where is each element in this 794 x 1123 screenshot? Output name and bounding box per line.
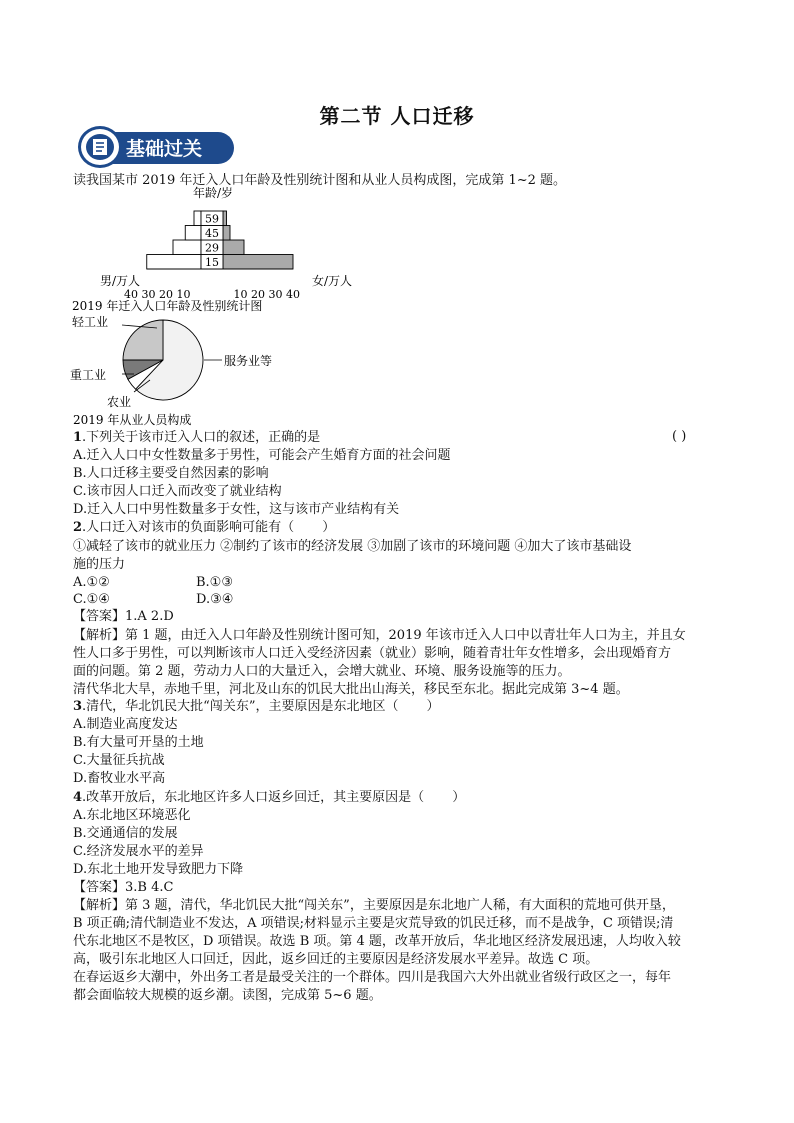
explanation-2-line-1: 【解析】第 3 题，清代，华北饥民大批“闯关东”，主要原因是东北地广人稀，有大面积的荒地可供开垦，	[73, 898, 675, 913]
pyramid-bar-male-15	[147, 255, 201, 270]
pyramid-female-tick: 30	[268, 288, 283, 301]
q2-option-b: B.①③	[196, 575, 233, 590]
pyramid-male-tick: 10	[176, 288, 191, 301]
pyramid-age-label: 15	[205, 256, 219, 269]
q1-option-b: B.人口迁移主要受自然因素的影响	[73, 466, 269, 481]
pyramid-bar-male-45	[185, 226, 201, 241]
q1-option-c: C.该市因人口迁入而改变了就业结构	[73, 484, 282, 499]
employment-pie-chart	[70, 308, 330, 426]
pyramid-caption: 2019 年迁入人口年龄及性别统计图	[72, 299, 263, 313]
intro-text-3-line-1: 在春运返乡大潮中，外出务工者是最受关注的一个群体。四川是我国六大外出就业省级行政区之一，每年	[73, 970, 672, 985]
q4-option-c: C.经济发展水平的差异	[73, 844, 204, 859]
pyramid-bar-male-59	[194, 211, 201, 226]
q3-option-b: B.有大量可开垦的土地	[73, 735, 204, 750]
q1-option-a: A.迁入人口中女性数量多于男性，可能会产生婚育方面的社会问题	[73, 448, 451, 463]
q1-answer-bracket: ( )	[672, 429, 687, 444]
q2-statements-cont: 施的压力	[73, 557, 126, 572]
question-2: 2.人口迁入对该市的负面影响可能有（ ）	[73, 520, 336, 535]
explanation-1-line-3: 面的问题。第 2 题，劳动力人口的大量迁入，会增大就业、环境、服务设施等的压力。	[73, 664, 571, 679]
pie-label-light-industry: 轻工业	[72, 315, 109, 329]
q1-option-d: D.迁入人口中男性数量多于女性，这与该市产业结构有关	[73, 502, 400, 517]
intro-text-2: 清代华北大旱，赤地千里，河北及山东的饥民大批出山海关，移民至东北。据此完成第 3~4 题。	[73, 682, 629, 697]
banner-label: 基础过关	[126, 138, 203, 160]
q3-option-a: A.制造业高度发达	[73, 717, 178, 732]
q4-option-a: A.东北地区环境恶化	[73, 808, 191, 823]
explanation-1-line-2: 性人口多于男性，可以判断该市人口迁入受经济因素（就业）影响，随着青壮年女性增多，会出现婚育方	[73, 646, 672, 661]
q3-option-c: C.大量征兵抗战	[73, 753, 165, 768]
pyramid-female-tick: 20	[251, 288, 265, 301]
document-icon	[78, 126, 122, 168]
question-3: 3.清代，华北饥民大批“闯关东”，主要原因是东北地区（ ）	[73, 699, 440, 714]
q2-option-a: A.①②	[73, 575, 110, 590]
pyramid-bar-male-29	[173, 240, 201, 255]
q3-number: 3	[73, 699, 83, 714]
q2-option-d: D.③④	[196, 592, 234, 607]
q2-option-c: C.①④	[73, 592, 110, 607]
pyramid-male-tick: 20	[159, 288, 173, 301]
pie-caption: 2019 年从业人员构成	[73, 413, 192, 427]
page-title: 第二节 人口迁移	[319, 104, 475, 128]
explanation-1-line-1: 【解析】第 1 题，由迁入人口年龄及性别统计图可知，2019 年该市迁入人口中以青壮年人口为主，并且女	[73, 628, 686, 643]
section-banner	[78, 126, 234, 168]
q4-number: 4	[73, 790, 83, 805]
pie-label-heavy-industry: 重工业	[70, 368, 107, 382]
q2-number: 2	[73, 520, 83, 535]
explanation-2-line-2: B 项正确;清代制造业不发达，A 项错误;材料显示主要是灾荒导致的饥民迁移，而不是战争，C 项错误;清	[73, 916, 674, 931]
pyramid-bar-female-45	[223, 226, 230, 241]
pyramid-male-tick: 40	[124, 288, 138, 301]
question-1	[73, 429, 320, 447]
pyramid-bar-female-59	[223, 211, 227, 226]
q2-stem: .人口迁入对该市的负面影响可能有（	[82, 520, 295, 535]
q4-stem: .改革开放后，东北地区许多人口返乡回迁，其主要原因是（	[82, 790, 425, 805]
explanation-2-line-4: 高，吸引东北地区人口回迁，因此，返乡回迁的主要原因是经济发展水平差异。故选 C 项。	[73, 952, 599, 967]
pyramid-male-label: 男/万人	[100, 274, 141, 288]
q1-stem: .下列关于该市迁入人口的叙述，正确的是	[82, 430, 321, 445]
pyramid-age-label: 59	[205, 212, 219, 226]
pyramid-female-label: 女/万人	[312, 274, 353, 288]
pyramid-age-label: 29	[205, 241, 219, 255]
pyramid-bar-female-15	[223, 255, 293, 270]
q4-option-b: B.交通通信的发展	[73, 826, 178, 841]
pyramid-male-tick: 30	[141, 288, 156, 301]
q4-option-d: D.东北土地开发导致肥力下降	[73, 862, 244, 877]
q2-statements: ①减轻了该市的就业压力 ②制约了该市的经济发展 ③加剧了该市的环境问题 ④加大了该市基础设	[73, 539, 632, 554]
answer-3-4: 【答案】3.B 4.C	[73, 880, 174, 895]
population-pyramid-chart	[72, 186, 370, 313]
pyramid-y-label: 年龄/岁	[192, 186, 234, 200]
pie-label-agriculture: 农业	[107, 395, 132, 409]
pyramid-bar-female-29	[223, 240, 244, 255]
pie-label-services: 服务业等	[224, 354, 273, 368]
pyramid-female-tick: 10	[233, 288, 248, 301]
q3-stem: .清代，华北饥民大批“闯关东”，主要原因是东北地区（	[82, 699, 399, 714]
pyramid-female-tick: 40	[286, 288, 300, 301]
intro-text-1: 读我国某市 2019 年迁入人口年龄及性别统计图和从业人员构成图，完成第 1~2 题。	[73, 173, 567, 188]
pyramid-age-label: 45	[205, 227, 219, 240]
q3-option-d: D.畜牧业水平高	[73, 771, 166, 786]
intro-text-3-line-2: 都会面临较大规模的返乡潮。读图，完成第 5~6 题。	[73, 988, 382, 1003]
answer-1-2: 【答案】1.A 2.D	[73, 609, 174, 624]
q1-number: 1	[73, 430, 83, 445]
explanation-2-line-3: 代东北地区不是牧区，D 项错误。故选 B 项。第 4 题，改革开放后，华北地区经济发展迅速，人均收入较	[73, 934, 681, 949]
question-4: 4.改革开放后，东北地区许多人口返乡回迁，其主要原因是（ ）	[73, 790, 466, 805]
